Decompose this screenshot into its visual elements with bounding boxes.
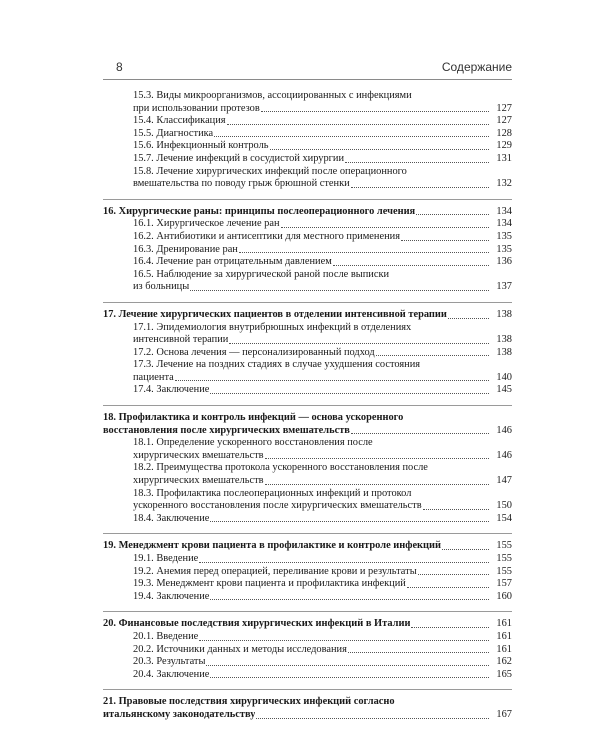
- toc-page-number: 129: [496, 140, 512, 152]
- toc-page-number: 135: [496, 230, 512, 242]
- dot-leader: [206, 665, 489, 666]
- toc-page-number: 136: [496, 256, 512, 268]
- chapter-entry[interactable]: [103, 206, 512, 219]
- chapter-entry[interactable]: [103, 540, 512, 553]
- chapter-title: итальянскому законодательству: [103, 708, 256, 720]
- toc-entry[interactable]: [103, 475, 512, 488]
- dot-leader: [281, 227, 489, 228]
- toc-entry-line[interactable]: 18.1. Определение ускоренного восстановления после: [133, 437, 373, 449]
- running-head-title: Содержание: [441, 60, 512, 74]
- toc-entry[interactable]: [103, 644, 512, 657]
- toc-entry[interactable]: [103, 578, 512, 591]
- section-divider: [103, 302, 512, 303]
- dot-leader: [210, 521, 489, 522]
- toc-entry[interactable]: [103, 513, 512, 526]
- chapter-title: восстановления после хирургических вмешательств: [103, 424, 350, 436]
- dot-leader: [175, 380, 489, 381]
- toc-entry-title: хирургических вмешательств: [133, 449, 264, 461]
- toc-entry-title: 15.4. Классификация: [133, 115, 226, 127]
- toc-page-number: 167: [496, 708, 512, 720]
- toc-entry-title: 15.6. Инфекционный контроль: [133, 140, 269, 152]
- toc-page-number: 155: [496, 565, 512, 577]
- toc-page-number: 147: [496, 475, 512, 487]
- toc-entry-title: 16.4. Лечение ран отрицательным давлением: [133, 256, 332, 268]
- dot-leader: [190, 290, 489, 291]
- toc-entry[interactable]: [103, 115, 512, 128]
- toc-entry[interactable]: [103, 631, 512, 644]
- toc-entry-title: 15.5. Диагностика: [133, 127, 214, 139]
- toc-chapter-group: [103, 696, 512, 721]
- dot-leader: [261, 111, 489, 112]
- toc-entry[interactable]: [103, 669, 512, 682]
- dot-leader: [265, 458, 489, 459]
- dot-leader: [348, 652, 489, 653]
- toc-entry[interactable]: [103, 103, 512, 116]
- toc-page-number: 160: [496, 590, 512, 602]
- toc-entry-title: 16.1. Хирургическое лечение ран: [133, 218, 280, 230]
- chapter-entry[interactable]: [103, 309, 512, 322]
- toc-entry[interactable]: [103, 372, 512, 385]
- dot-leader: [229, 343, 489, 344]
- header-rule: [103, 79, 512, 80]
- dot-leader: [214, 136, 489, 137]
- chapter-entry[interactable]: [103, 425, 512, 438]
- toc-entry-title: вмешательства по поводу грыж брюшной стенки: [133, 178, 350, 190]
- toc-entry[interactable]: [103, 450, 512, 463]
- toc-chapter-group: [103, 412, 512, 525]
- toc-chapter-group: [103, 90, 512, 191]
- toc-entry-line[interactable]: 15.8. Лечение хирургических инфекций после операционного: [133, 165, 407, 177]
- section-divider: [103, 533, 512, 534]
- toc-page-number: 154: [496, 512, 512, 524]
- toc-entry[interactable]: [103, 153, 512, 166]
- toc-entry[interactable]: [103, 500, 512, 513]
- toc-page-number: 150: [496, 500, 512, 512]
- toc-entry[interactable]: [103, 347, 512, 360]
- dot-leader: [423, 509, 489, 510]
- toc-page-number: 165: [496, 668, 512, 680]
- toc-entry-title: 20.4. Заключение: [133, 668, 210, 680]
- toc-entry[interactable]: [103, 231, 512, 244]
- toc-page-number: 128: [496, 127, 512, 139]
- toc-entry[interactable]: [103, 128, 512, 141]
- dot-leader: [227, 124, 489, 125]
- toc-page-number: 161: [496, 618, 512, 630]
- dot-leader: [270, 149, 489, 150]
- section-divider: [103, 689, 512, 690]
- dot-leader: [411, 627, 489, 628]
- toc-entry-line[interactable]: 17.3. Лечение на поздних стадиях в случае ухудшения состояния: [133, 359, 421, 371]
- dot-leader: [345, 162, 489, 163]
- dot-leader: [442, 549, 489, 550]
- toc-page-number: 161: [496, 630, 512, 642]
- toc-entry-title: 19.1. Введение: [133, 553, 199, 564]
- chapter-title-line[interactable]: 18. Профилактика и контроль инфекций — основа ускоренного: [103, 412, 404, 424]
- toc-entry-line[interactable]: 18.2. Преимущества протокола ускоренного восстановления после: [133, 462, 428, 474]
- page-number: 8: [116, 60, 123, 74]
- chapter-title-line[interactable]: 21. Правовые последствия хирургических инфекций согласно: [103, 696, 395, 708]
- running-head: [103, 58, 512, 76]
- toc-entry-title: интенсивной терапии: [133, 334, 229, 346]
- toc-entry-title: 15.7. Лечение инфекций в сосудистой хирургии: [133, 152, 345, 164]
- toc-entry[interactable]: [103, 178, 512, 191]
- toc-entry-line[interactable]: 16.5. Наблюдение за хирургической раной после выписки: [133, 268, 390, 280]
- dot-leader: [376, 355, 489, 356]
- chapter-title: 16. Хирургические раны: принципы послеоперационного лечения: [103, 205, 416, 217]
- toc-entry-title: 20.1. Введение: [133, 630, 199, 642]
- toc-entry[interactable]: [103, 591, 512, 604]
- dot-leader: [448, 318, 489, 319]
- toc-entry-title: 19.3. Менеджмент крови пациента и профилактика инфекций: [133, 578, 406, 590]
- chapter-title: 20. Финансовые последствия хирургических инфекций в Италии: [103, 618, 411, 630]
- toc-page-number: 140: [496, 371, 512, 383]
- dot-leader: [416, 214, 489, 215]
- chapter-title: 17. Лечение хирургических пациентов в отделении интенсивной терапии: [103, 308, 447, 320]
- toc-entry-title: 19.4. Заключение: [133, 590, 210, 602]
- toc-entry[interactable]: [103, 566, 512, 579]
- toc-page-number: 132: [496, 178, 512, 190]
- toc-entry-title: 17.4. Заключение: [133, 384, 210, 396]
- dot-leader: [210, 393, 489, 394]
- toc-entry[interactable]: [103, 218, 512, 231]
- toc-page-number: 162: [496, 656, 512, 668]
- toc-entry[interactable]: [103, 656, 512, 669]
- toc-entry-line[interactable]: 17.1. Эпидемиология внутрибрюшных инфекций в отделениях: [133, 321, 412, 333]
- dot-leader: [210, 599, 489, 600]
- dot-leader: [256, 718, 489, 719]
- toc-chapter-group: [103, 618, 512, 681]
- dot-leader: [333, 265, 489, 266]
- toc-page-number: 146: [496, 449, 512, 461]
- toc-page-number: 131: [496, 152, 512, 164]
- toc-page-number: 127: [496, 102, 512, 114]
- toc-entry[interactable]: [103, 384, 512, 397]
- toc-entry-title: 16.2. Антибиотики и антисептики для местного применения: [133, 230, 400, 242]
- toc-entry-line[interactable]: 18.3. Профилактика послеоперационных инфекций и протокол: [133, 487, 412, 499]
- toc-entry[interactable]: [103, 140, 512, 153]
- toc-entry-title: 19.2. Анемия перед операцией, переливание крови и результаты: [133, 565, 417, 577]
- dot-leader: [239, 252, 489, 253]
- toc-entry-title: 17.2. Основа лечения — персонализированный подход: [133, 346, 375, 358]
- dot-leader: [418, 574, 489, 575]
- toc-page-number: 138: [496, 334, 512, 346]
- toc-entry[interactable]: [103, 256, 512, 269]
- toc-page-number: 138: [496, 346, 512, 358]
- toc-entry-title: при использовании протезов: [133, 102, 260, 114]
- dot-leader: [407, 587, 489, 588]
- toc-chapter-group: [103, 206, 512, 294]
- toc-page-number: 127: [496, 115, 512, 127]
- section-divider: [103, 199, 512, 200]
- toc-page-number: 145: [496, 384, 512, 396]
- dot-leader: [199, 562, 489, 563]
- toc-entry[interactable]: [103, 334, 512, 347]
- toc-page-number: 137: [496, 281, 512, 293]
- toc-chapter-group: [103, 540, 512, 603]
- toc-entry-title: из больницы: [133, 281, 190, 293]
- toc-page-number: 134: [496, 205, 512, 217]
- dot-leader: [401, 240, 489, 241]
- section-divider: [103, 611, 512, 612]
- chapter-entry[interactable]: [103, 618, 512, 631]
- toc-page-number: 135: [496, 243, 512, 255]
- toc-entry-title: 18.4. Заключение: [133, 512, 210, 524]
- dot-leader: [265, 484, 489, 485]
- chapter-title: 19. Менеджмент крови пациента в профилактике и контроле инфекций: [103, 540, 442, 552]
- toc-chapter-group: [103, 309, 512, 397]
- toc-entry[interactable]: [103, 553, 512, 566]
- toc-entry[interactable]: [103, 244, 512, 257]
- chapter-entry[interactable]: [103, 709, 512, 722]
- toc-entry-title: 16.3. Дренирование ран: [133, 243, 238, 255]
- toc-page-number: 161: [496, 643, 512, 655]
- toc-page-number: 138: [496, 308, 512, 320]
- table-of-contents: [103, 90, 512, 730]
- toc-entry-title: 20.3. Результаты: [133, 656, 206, 668]
- toc-page-number: 157: [496, 578, 512, 590]
- toc-page-number: 155: [496, 553, 512, 564]
- toc-entry-title: 20.2. Источники данных и методы исследования: [133, 643, 347, 655]
- toc-entry-line[interactable]: 15.3. Виды микроорганизмов, ассоциированных с инфекциями: [133, 90, 412, 101]
- toc-entry-title: пациента: [133, 371, 174, 383]
- dot-leader: [351, 433, 489, 434]
- toc-entry-title: хирургических вмешательств: [133, 475, 264, 487]
- toc-page-number: 134: [496, 218, 512, 230]
- toc-page-number: 155: [496, 540, 512, 552]
- dot-leader: [199, 640, 489, 641]
- section-divider: [103, 405, 512, 406]
- dot-leader: [351, 187, 489, 188]
- toc-entry-title: ускоренного восстановления после хирургических вмешательств: [133, 500, 422, 512]
- dot-leader: [210, 677, 489, 678]
- toc-entry[interactable]: [103, 281, 512, 294]
- toc-page-number: 146: [496, 424, 512, 436]
